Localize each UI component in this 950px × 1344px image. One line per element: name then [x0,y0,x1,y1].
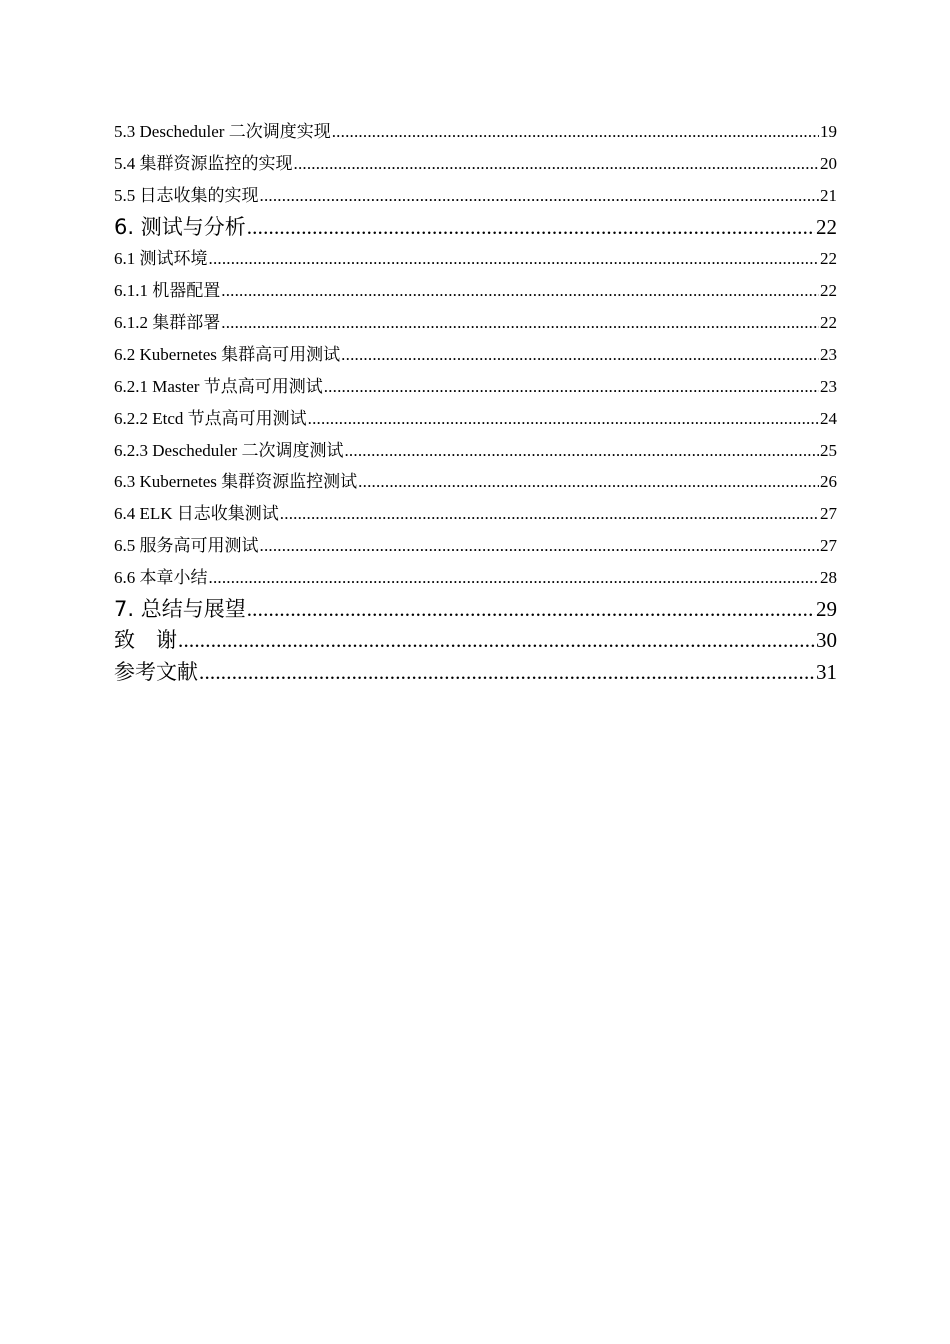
toc-dot-leader [247,212,815,244]
toc-entry-page: 19 [820,122,837,141]
toc-entry-title: 5.4 集群资源监控的实现 [114,153,293,173]
toc-entry-page: 31 [816,659,837,684]
toc-dot-leader [308,403,819,435]
toc-dot-leader [280,498,819,530]
toc-dot-leader [209,243,820,275]
toc-entry-6-1-1[interactable] [114,275,837,307]
toc-dot-leader [260,530,820,562]
toc-dot-leader [341,339,819,371]
toc-entry-page: 23 [820,344,837,364]
toc-entry-5-5[interactable] [114,180,837,212]
toc-entry-title: 5.5 日志收集的实现 [114,185,259,205]
toc-entry-title: 6.2.2 Etcd 节点高可用测试 [114,408,307,428]
toc-entry-page: 22 [816,214,837,239]
toc-dot-leader [324,371,819,403]
toc-dot-leader [260,180,820,212]
toc-entry-page: 20 [820,153,837,173]
toc-entry-chapter-7[interactable] [114,594,837,626]
toc-dot-leader [199,657,815,689]
toc-entry-6-4[interactable] [114,498,837,530]
toc-dot-leader [178,625,815,657]
toc-dot-leader [247,594,815,626]
toc-entry-page: 28 [820,568,837,588]
toc-entry-page: 25 [820,440,837,460]
toc-entry-6-2-3[interactable] [114,435,837,467]
toc-entry-title: 6.1.2 集群部署 [114,312,221,332]
toc-entry-page: 23 [820,376,837,396]
toc-entry-5-4[interactable] [114,148,837,180]
toc-entry-references[interactable] [114,657,837,689]
toc-dot-leader [221,307,819,339]
toc-entry-title: 6.5 服务高可用测试 [114,536,259,556]
toc-entry-5-3[interactable] [114,116,837,148]
toc-entry-6-2[interactable] [114,339,837,371]
toc-dot-leader [294,148,820,180]
toc-entry-title: 6.3 Kubernetes 集群资源监控测试 [114,472,358,492]
table-of-contents [114,116,837,688]
toc-entry-page: 30 [816,628,837,653]
toc-entry-acknowledgements[interactable] [114,625,837,657]
toc-dot-leader [358,466,819,498]
toc-entry-page: 29 [816,596,837,621]
toc-entry-title: 参考文献 [114,659,198,684]
toc-entry-page: 22 [820,249,837,269]
toc-entry-6-1-2[interactable] [114,307,837,339]
toc-entry-title: 5.3 Descheduler 二次调度实现 [114,122,331,141]
toc-dot-leader [209,562,820,594]
toc-entry-title: 6.2.1 Master 节点高可用测试 [114,376,323,396]
toc-entry-page: 21 [820,185,837,205]
toc-entry-chapter-6[interactable] [114,212,837,244]
toc-entry-title: 6.2 Kubernetes 集群高可用测试 [114,344,341,364]
toc-dot-leader [332,116,819,148]
toc-entry-title: 6.1 测试环境 [114,249,208,269]
toc-entry-title: 6. 测试与分析 [114,214,246,239]
toc-entry-6-1[interactable] [114,243,837,275]
toc-entry-title: 6.4 ELK 日志收集测试 [114,504,279,524]
toc-entry-title: 6.2.3 Descheduler 二次调度测试 [114,440,344,460]
toc-entry-6-5[interactable] [114,530,837,562]
toc-entry-title: 6.6 本章小结 [114,568,208,588]
toc-dot-leader [221,275,819,307]
toc-entry-6-3[interactable] [114,466,837,498]
toc-dot-leader [344,435,819,467]
toc-entry-title: 6.1.1 机器配置 [114,281,221,301]
toc-entry-6-2-2[interactable] [114,403,837,435]
toc-entry-6-6[interactable] [114,562,837,594]
toc-entry-page: 22 [820,281,837,301]
toc-entry-page: 24 [820,408,837,428]
toc-entry-page: 27 [820,504,837,524]
toc-entry-page: 26 [820,472,837,492]
toc-entry-title: 7. 总结与展望 [114,596,246,621]
toc-entry-page: 27 [820,536,837,556]
toc-entry-6-2-1[interactable] [114,371,837,403]
toc-entry-page: 22 [820,312,837,332]
toc-entry-title: 致 谢 [114,628,177,653]
